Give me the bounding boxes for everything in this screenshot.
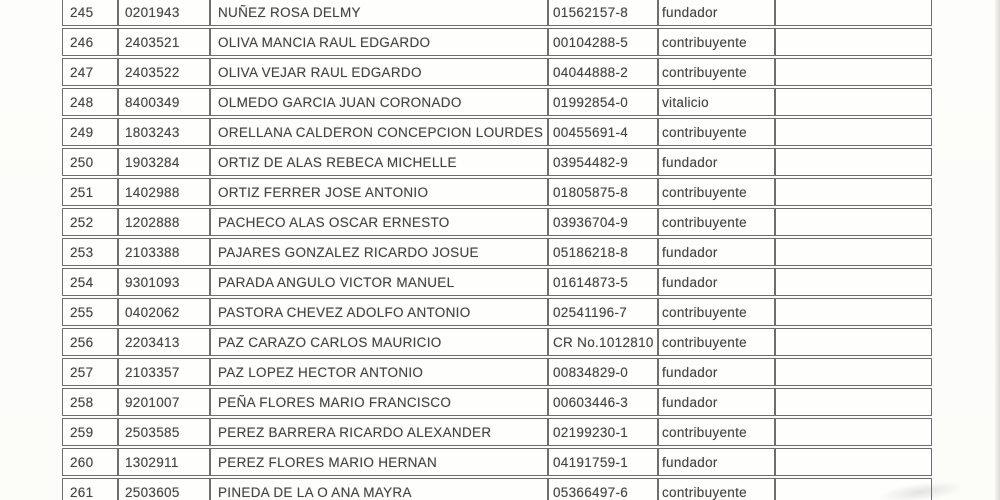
document-number-cell: 02199230-1 [548, 418, 658, 446]
member-roster-table [62, 0, 932, 500]
membership-type-cell: contribuyente [658, 58, 775, 86]
table-row [62, 478, 932, 500]
member-name-cell: OLMEDO GARCIA JUAN CORONADO [210, 88, 548, 116]
blank-cell [775, 118, 932, 146]
row-number-cell: 258 [62, 388, 118, 416]
table-row [62, 358, 932, 386]
member-id-cell: 1402988 [118, 178, 210, 206]
member-name-cell: PEREZ FLORES MARIO HERNAN [210, 448, 548, 476]
document-number-cell: 03954482-9 [548, 148, 658, 176]
row-number-cell: 257 [62, 358, 118, 386]
blank-cell [775, 148, 932, 176]
document-number-cell: 04191759-1 [548, 448, 658, 476]
table-row [62, 178, 932, 206]
member-name-cell: PAJARES GONZALEZ RICARDO JOSUE [210, 238, 548, 266]
row-number-cell: 254 [62, 268, 118, 296]
table-row [62, 268, 932, 296]
member-id-cell: 1803243 [118, 118, 210, 146]
blank-cell [775, 208, 932, 236]
blank-cell [775, 478, 932, 500]
table-row [62, 88, 932, 116]
blank-cell [775, 268, 932, 296]
table-row [62, 448, 932, 476]
member-id-cell: 9301093 [118, 268, 210, 296]
membership-type-cell: fundador [658, 358, 775, 386]
row-number-cell: 248 [62, 88, 118, 116]
row-number-cell: 261 [62, 478, 118, 500]
blank-cell [775, 388, 932, 416]
blank-cell [775, 238, 932, 266]
membership-type-cell: fundador [658, 268, 775, 296]
member-id-cell: 2403522 [118, 58, 210, 86]
member-name-cell: PAZ CARAZO CARLOS MAURICIO [210, 328, 548, 356]
document-number-cell: 00455691-4 [548, 118, 658, 146]
member-id-cell: 2103388 [118, 238, 210, 266]
membership-type-cell: contribuyente [658, 28, 775, 56]
blank-cell [775, 58, 932, 86]
membership-type-cell: contribuyente [658, 208, 775, 236]
row-number-cell: 253 [62, 238, 118, 266]
document-number-cell: CR No.1012810 [548, 328, 658, 356]
document-number-cell: 01992854-0 [548, 88, 658, 116]
row-number-cell: 250 [62, 148, 118, 176]
member-name-cell: PEÑA FLORES MARIO FRANCISCO [210, 388, 548, 416]
blank-cell [775, 298, 932, 326]
membership-type-cell: fundador [658, 0, 775, 26]
membership-type-cell: contribuyente [658, 418, 775, 446]
row-number-cell: 255 [62, 298, 118, 326]
member-id-cell: 0201943 [118, 0, 210, 26]
blank-cell [775, 448, 932, 476]
member-name-cell: OLIVA VEJAR RAUL EDGARDO [210, 58, 548, 86]
member-id-cell: 2503605 [118, 478, 210, 500]
blank-cell [775, 88, 932, 116]
member-id-cell: 1202888 [118, 208, 210, 236]
member-name-cell: PARADA ANGULO VICTOR MANUEL [210, 268, 548, 296]
row-number-cell: 252 [62, 208, 118, 236]
document-number-cell: 01614873-5 [548, 268, 658, 296]
blank-cell [775, 418, 932, 446]
row-number-cell: 259 [62, 418, 118, 446]
blank-cell [775, 178, 932, 206]
table-row [62, 208, 932, 236]
membership-type-cell: contribuyente [658, 178, 775, 206]
row-number-cell: 245 [62, 0, 118, 26]
row-number-cell: 256 [62, 328, 118, 356]
row-number-cell: 260 [62, 448, 118, 476]
membership-type-cell: contribuyente [658, 478, 775, 500]
member-name-cell: PASTORA CHEVEZ ADOLFO ANTONIO [210, 298, 548, 326]
member-id-cell: 2503585 [118, 418, 210, 446]
table-row [62, 0, 932, 26]
table-row [62, 238, 932, 266]
member-id-cell: 2403521 [118, 28, 210, 56]
document-number-cell: 01562157-8 [548, 0, 658, 26]
document-number-cell: 00834829-0 [548, 358, 658, 386]
member-id-cell: 2103357 [118, 358, 210, 386]
row-number-cell: 249 [62, 118, 118, 146]
document-number-cell: 05186218-8 [548, 238, 658, 266]
table-row [62, 118, 932, 146]
member-roster-rows [62, 0, 932, 500]
row-number-cell: 251 [62, 178, 118, 206]
document-number-cell: 00603446-3 [548, 388, 658, 416]
member-name-cell: OLIVA MANCIA RAUL EDGARDO [210, 28, 548, 56]
document-number-cell: 02541196-7 [548, 298, 658, 326]
membership-type-cell: contribuyente [658, 298, 775, 326]
member-name-cell: PINEDA DE LA O ANA MAYRA [210, 478, 548, 500]
membership-type-cell: contribuyente [658, 118, 775, 146]
member-id-cell: 1903284 [118, 148, 210, 176]
membership-type-cell: fundador [658, 148, 775, 176]
membership-type-cell: fundador [658, 448, 775, 476]
table-row [62, 148, 932, 176]
member-name-cell: PACHECO ALAS OSCAR ERNESTO [210, 208, 548, 236]
membership-type-cell: contribuyente [658, 328, 775, 356]
blank-cell [775, 358, 932, 386]
member-id-cell: 1302911 [118, 448, 210, 476]
row-number-cell: 246 [62, 28, 118, 56]
member-name-cell: ORTIZ FERRER JOSE ANTONIO [210, 178, 548, 206]
blank-cell [775, 328, 932, 356]
table-row [62, 418, 932, 446]
membership-type-cell: fundador [658, 388, 775, 416]
table-row [62, 388, 932, 416]
member-name-cell: ORELLANA CALDERON CONCEPCION LOURDES [210, 118, 548, 146]
page-edge-shadow [994, 0, 1000, 500]
membership-type-cell: vitalicio [658, 88, 775, 116]
row-number-cell: 247 [62, 58, 118, 86]
member-name-cell: ORTIZ DE ALAS REBECA MICHELLE [210, 148, 548, 176]
blank-cell [775, 28, 932, 56]
member-name-cell: PAZ LOPEZ HECTOR ANTONIO [210, 358, 548, 386]
document-number-cell: 00104288-5 [548, 28, 658, 56]
member-id-cell: 2203413 [118, 328, 210, 356]
member-id-cell: 0402062 [118, 298, 210, 326]
document-number-cell: 01805875-8 [548, 178, 658, 206]
table-row [62, 328, 932, 356]
member-id-cell: 8400349 [118, 88, 210, 116]
table-row [62, 298, 932, 326]
document-number-cell: 03936704-9 [548, 208, 658, 236]
member-id-cell: 9201007 [118, 388, 210, 416]
blank-cell [775, 0, 932, 26]
document-number-cell: 05366497-6 [548, 478, 658, 500]
member-name-cell: NUÑEZ ROSA DELMY [210, 0, 548, 26]
document-number-cell: 04044888-2 [548, 58, 658, 86]
membership-type-cell: fundador [658, 238, 775, 266]
table-row [62, 58, 932, 86]
member-name-cell: PEREZ BARRERA RICARDO ALEXANDER [210, 418, 548, 446]
table-row [62, 28, 932, 56]
